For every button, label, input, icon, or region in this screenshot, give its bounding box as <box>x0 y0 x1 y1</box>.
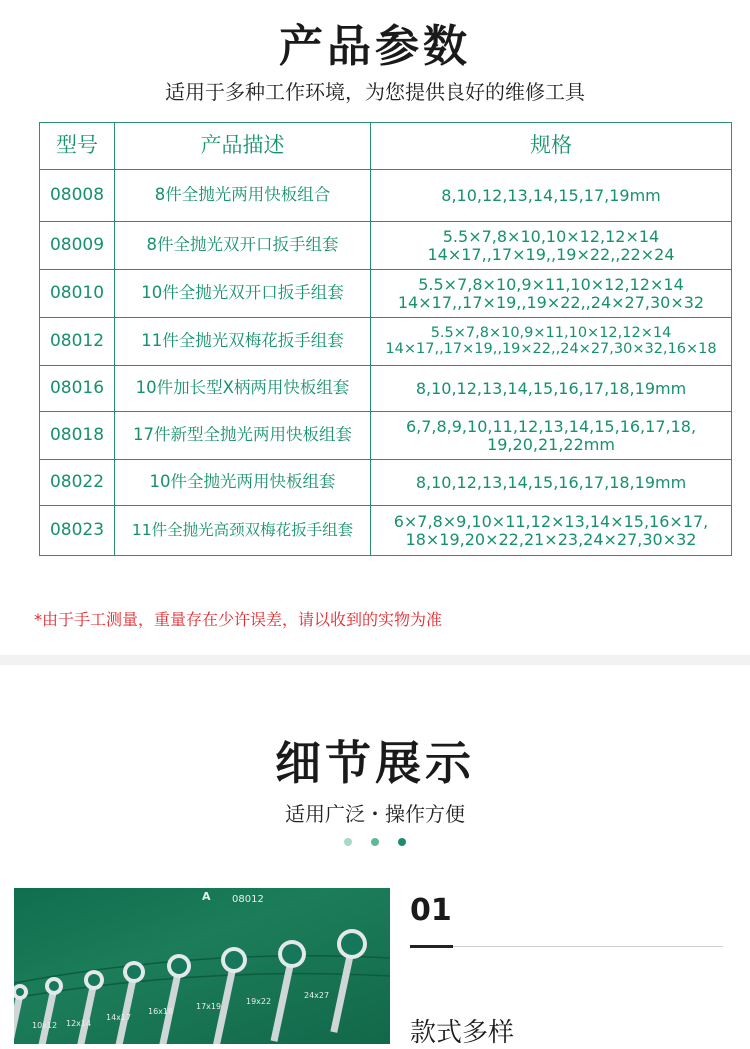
cell-spec <box>371 222 732 270</box>
spec-line: 14×17,,17×19,,19×22,,24×27,30×32 <box>397 292 705 312</box>
cell-spec <box>371 170 732 222</box>
page-subtitle: 适用于多种工作环境，为您提供良好的维修工具 <box>165 80 585 104</box>
spec-line: 8,10,12,13,14,15,16,17,18,19mm <box>415 378 687 398</box>
column-header-spec: 规格 <box>371 123 732 170</box>
spec-line: 5.5×7,8×10,10×12,12×14 <box>442 226 660 246</box>
measurement-note: *由于手工测量，重量存在少许误差，请以收到的实物为准 <box>34 610 443 629</box>
detail-rule <box>453 946 723 947</box>
cell-description: 10件加长型X柄两用快板组套 <box>115 366 371 412</box>
dot-1[interactable] <box>344 838 352 846</box>
detail-item-number: 01 <box>410 893 452 928</box>
wrench-set-illustration <box>14 888 390 1044</box>
cell-description: 8件全抛光两用快板组合 <box>115 170 371 222</box>
table-row <box>40 170 732 222</box>
photo-size-label: 19x22 <box>246 997 272 1006</box>
details-subtitle: 适用广泛・操作方便 <box>285 802 465 826</box>
dot-2[interactable] <box>371 838 379 846</box>
section-divider <box>0 655 750 665</box>
details-title: 细节展示 <box>275 736 475 790</box>
spec-line: 6×7,8×9,10×11,12×13,14×15,16×17, <box>393 511 709 531</box>
cell-model: 08023 <box>40 506 115 556</box>
table-row <box>40 366 732 412</box>
spec-line: 19,20,21,22mm <box>487 434 615 454</box>
cell-model: 08022 <box>40 460 115 506</box>
spec-line: 8,10,12,13,14,15,16,17,18,19mm <box>415 472 687 492</box>
spec-line: 8,10,12,13,14,15,17,19mm <box>441 185 661 205</box>
carousel-dots <box>344 838 406 846</box>
photo-size-label: 16x18 <box>148 1007 174 1016</box>
table-header-row <box>40 123 732 170</box>
cell-description: 11件全抛光高颈双梅花扳手组套 <box>115 506 371 556</box>
cell-spec <box>371 460 732 506</box>
column-header-model: 型号 <box>40 123 115 170</box>
cell-spec <box>371 506 732 556</box>
photo-size-label: 10x12 <box>32 1021 58 1030</box>
cell-model: 08010 <box>40 270 115 318</box>
table-row <box>40 222 732 270</box>
cell-spec <box>371 318 732 366</box>
cell-model: 08018 <box>40 412 115 460</box>
cell-description: 17件新型全抛光两用快板组套 <box>115 412 371 460</box>
table-row <box>40 412 732 460</box>
photo-size-label: 24x27 <box>304 991 330 1000</box>
cell-model: 08012 <box>40 318 115 366</box>
cell-description: 10件全抛光双开口扳手组套 <box>115 270 371 318</box>
photo-size-label: 14x17 <box>106 1013 132 1022</box>
cell-model: 08008 <box>40 170 115 222</box>
table-row <box>40 270 732 318</box>
detail-item-title: 款式多样 <box>410 1018 515 1048</box>
table-row <box>40 460 732 506</box>
cell-description: 11件全抛光双梅花扳手组套 <box>115 318 371 366</box>
photo-logo-fragment: A <box>202 890 211 903</box>
column-header-description: 产品描述 <box>115 123 371 170</box>
cell-model: 08016 <box>40 366 115 412</box>
spec-line: 14×17,,17×19,,19×22,,24×27,30×32,16×18 <box>385 340 717 357</box>
photo-size-label: 12x14 <box>66 1019 92 1028</box>
page-title: 产品参数 <box>279 21 471 72</box>
cell-description: 8件全抛光双开口扳手组套 <box>115 222 371 270</box>
spec-line: 18×19,20×22,21×23,24×27,30×32 <box>405 529 697 549</box>
table-row <box>40 506 732 556</box>
table-row <box>40 318 732 366</box>
cell-spec <box>371 366 732 412</box>
photo-label-model: 08012 <box>232 894 264 905</box>
cell-description: 10件全抛光两用快板组套 <box>115 460 371 506</box>
detail-accent-line <box>410 945 453 948</box>
spec-line: 5.5×7,8×10,9×11,10×12,12×14 <box>418 274 684 294</box>
dot-3[interactable] <box>398 838 406 846</box>
spec-line: 6,7,8,9,10,11,12,13,14,15,16,17,18, <box>405 416 697 436</box>
spec-table <box>39 122 732 556</box>
spec-line: 14×17,,17×19,,19×22,,22×24 <box>427 244 675 264</box>
cell-model: 08009 <box>40 222 115 270</box>
spec-line: 5.5×7,8×10,9×11,10×12,12×14 <box>430 324 672 341</box>
photo-size-label: 17x19 <box>196 1002 222 1011</box>
cell-spec <box>371 412 732 460</box>
product-photo <box>14 888 390 1044</box>
cell-spec <box>371 270 732 318</box>
